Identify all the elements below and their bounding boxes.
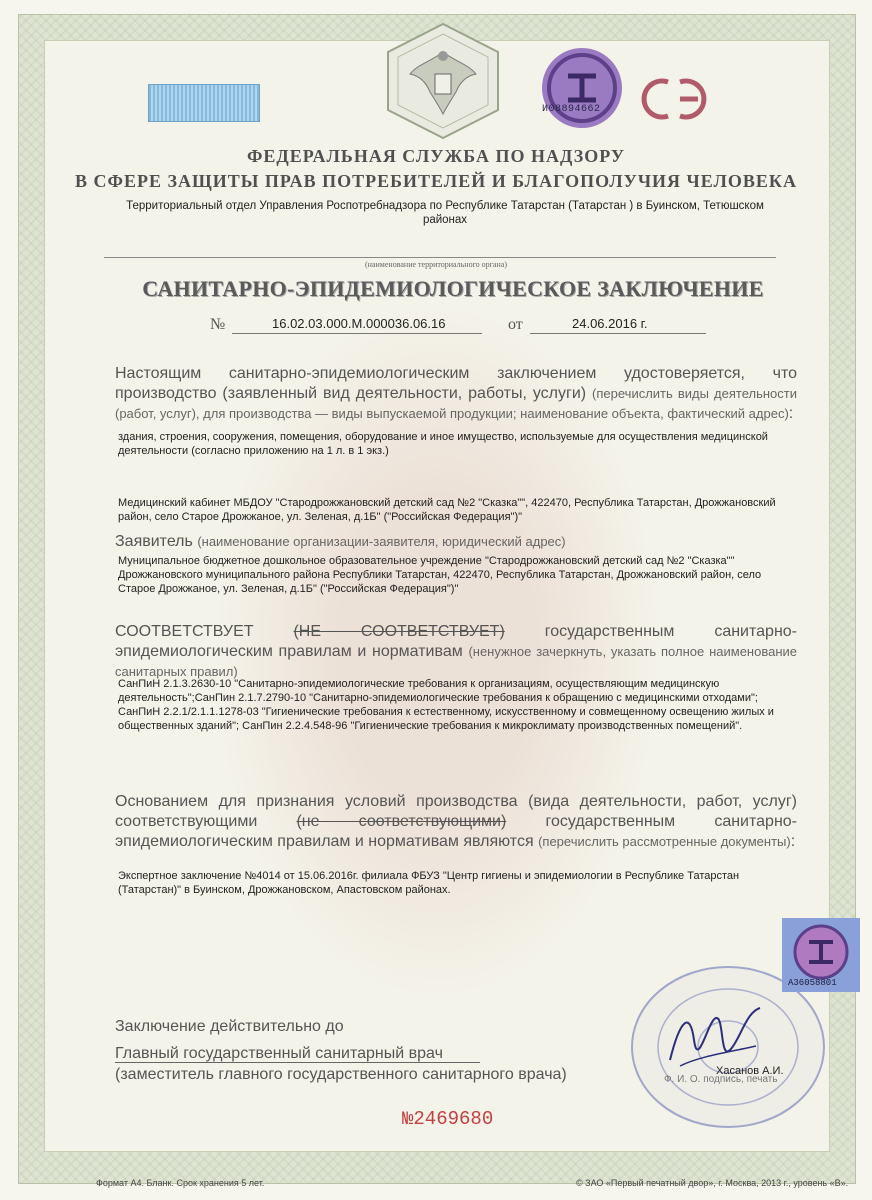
section-production (115, 364, 797, 424)
section-basis (115, 792, 797, 852)
signature-caption: Ф. И. О. подпись, печать (664, 1074, 778, 1085)
signatory-name: Хасанов А.И. (716, 1065, 784, 1077)
sanitary-rules-value: СанПиН 2.1.3.2630-10 "Санитарно-эпидемиологические требования к организациям, осуществляющим медицинскую деятельность";СанПин 2.1.7.2790-10 "Санитарно-эпидемиологические требования к обращению с медицинскими отходами"; СанПиН 2.2.1/2.1.1.1278-03 "Гигиенические требования к естественному, искусственному и совмещенному освещению жилых и общественных зданий"; СанПин 2.2.4.548-96 "Гигиенические требования к микроклимату производственных помещений". (118, 678, 774, 732)
chief-doctor-label: Главный государственный санитарный врач (115, 1045, 443, 1062)
number-label: № (210, 316, 226, 333)
footer-printer: © ЗАО «Первый печатный двор», г. Москва, 2013 г., уровень «В». (576, 1178, 849, 1188)
basis-colon: : (790, 833, 796, 850)
se-mark-icon (640, 76, 716, 122)
date-label: от (508, 316, 523, 333)
serial-top: И08894662 (542, 104, 601, 115)
org-caption: (наименование территориального органа) (365, 260, 507, 269)
expert-conclusion-value: Экспертное заключение №4014 от 15.06.2016г. филиала ФБУЗ "Центр гигиены и эпидемиологии в Республике Татарстан (Татарстан)" в Буинском, Дрожжановском, Апастовском районах. (118, 870, 740, 896)
not-complies-word: (НЕ СООТВЕТСТВУЕТ) (293, 623, 505, 640)
agency-title-line1: ФЕДЕРАЛЬНАЯ СЛУЖБА ПО НАДЗОРУ (246, 146, 626, 166)
emblem-icon (380, 22, 506, 140)
org-underline (104, 257, 776, 258)
compliance-note: (ненужное зачеркнуть, указать полное наименование санитарных правил) (115, 644, 797, 679)
hologram-strip (148, 84, 260, 122)
territorial-body: Территориальный отдел Управления Роспотребнадзора по Республике Татарстан (Татарстан ) в Буинском, Тетюшском районах (126, 200, 764, 226)
production-note: (перечислить виды деятельности (работ, услуг), для производства — виды выпускаемой продукции; наименование объекта, фактический адрес) (115, 386, 797, 421)
basis-text1: Основанием для признания условий производства (вида деятельности, работ, услуг) соответствующими (115, 793, 797, 830)
number-underline (232, 333, 482, 334)
document-title: САНИТАРНО-ЭПИДЕМИОЛОГИЧЕСКОЕ ЗАКЛЮЧЕНИЕ (142, 276, 764, 301)
object-address: Медицинский кабинет МБДОУ "Стародрожжановский детский сад №2 "Сказка"", 422470, Республика Татарстан, Дрожжановский район, село Старое Дрожжаное, ул. Зеленая, д.1Б" ("Российская Федерация")" (118, 497, 776, 523)
complies-word: СООТВЕТСТВУЕТ (115, 623, 254, 640)
certification-mark-icon (540, 46, 624, 130)
compliance-rest: государственным санитарно-эпидемиологическим правилам и нормативам (115, 623, 797, 660)
document-date: 24.06.2016 г. (572, 316, 648, 331)
blank-number: №2469680 (402, 1108, 494, 1130)
deputy-label: (заместитель главного государственного санитарного врача) (115, 1066, 567, 1083)
applicant-label: Заявитель (115, 533, 193, 550)
production-lead: Настоящим санитарно-эпидемиологическим заключением удостоверяется, что производство (заявленный вид деятельности, работы, услуги) (115, 365, 797, 402)
serial-bottom: А36058801 (788, 978, 837, 988)
production-colon: : (788, 405, 794, 422)
agency-title-line2: В СФЕРЕ ЗАЩИТЫ ПРАВ ПОТРЕБИТЕЛЕЙ И БЛАГОПОЛУЧИЯ ЧЕЛОВЕКА (75, 171, 797, 191)
date-underline (530, 333, 706, 334)
applicant-value: Муниципальное бюджетное дошкольное образовательное учреждение "Стародрожжановский детский сад №2 "Сказка"" Дрожжановского муниципального района Республики Татарстан, 422470, Республика Татарстан, Дрожжановский район, село Старое Дрожжаное, ул. Зеленая, д.1Б" ("Российская Федерация")" (118, 555, 762, 595)
valid-until-label: Заключение действительно до (115, 1018, 344, 1035)
basis-strike: (не соответствующими) (296, 813, 507, 830)
chief-underline (115, 1062, 480, 1063)
production-value: здания, строения, сооружения, помещения, оборудование и иное имущество, используемые для осуществления медицинской деятельности (согласно приложению на 1 л. в 1 экз.) (118, 431, 768, 457)
section-applicant (115, 532, 797, 552)
basis-text2: государственным санитарно-эпидемиологическим правилам и нормативам являются (115, 813, 797, 850)
document-number: 16.02.03.000.М.000036.06.16 (272, 316, 446, 331)
basis-note: (перечислить рассмотренные документы) (538, 834, 791, 849)
footer-format: Формат А4. Бланк. Срок хранения 5 лет. (96, 1178, 265, 1188)
section-compliance (115, 622, 797, 682)
applicant-note: (наименование организации-заявителя, юридический адрес) (197, 534, 566, 549)
